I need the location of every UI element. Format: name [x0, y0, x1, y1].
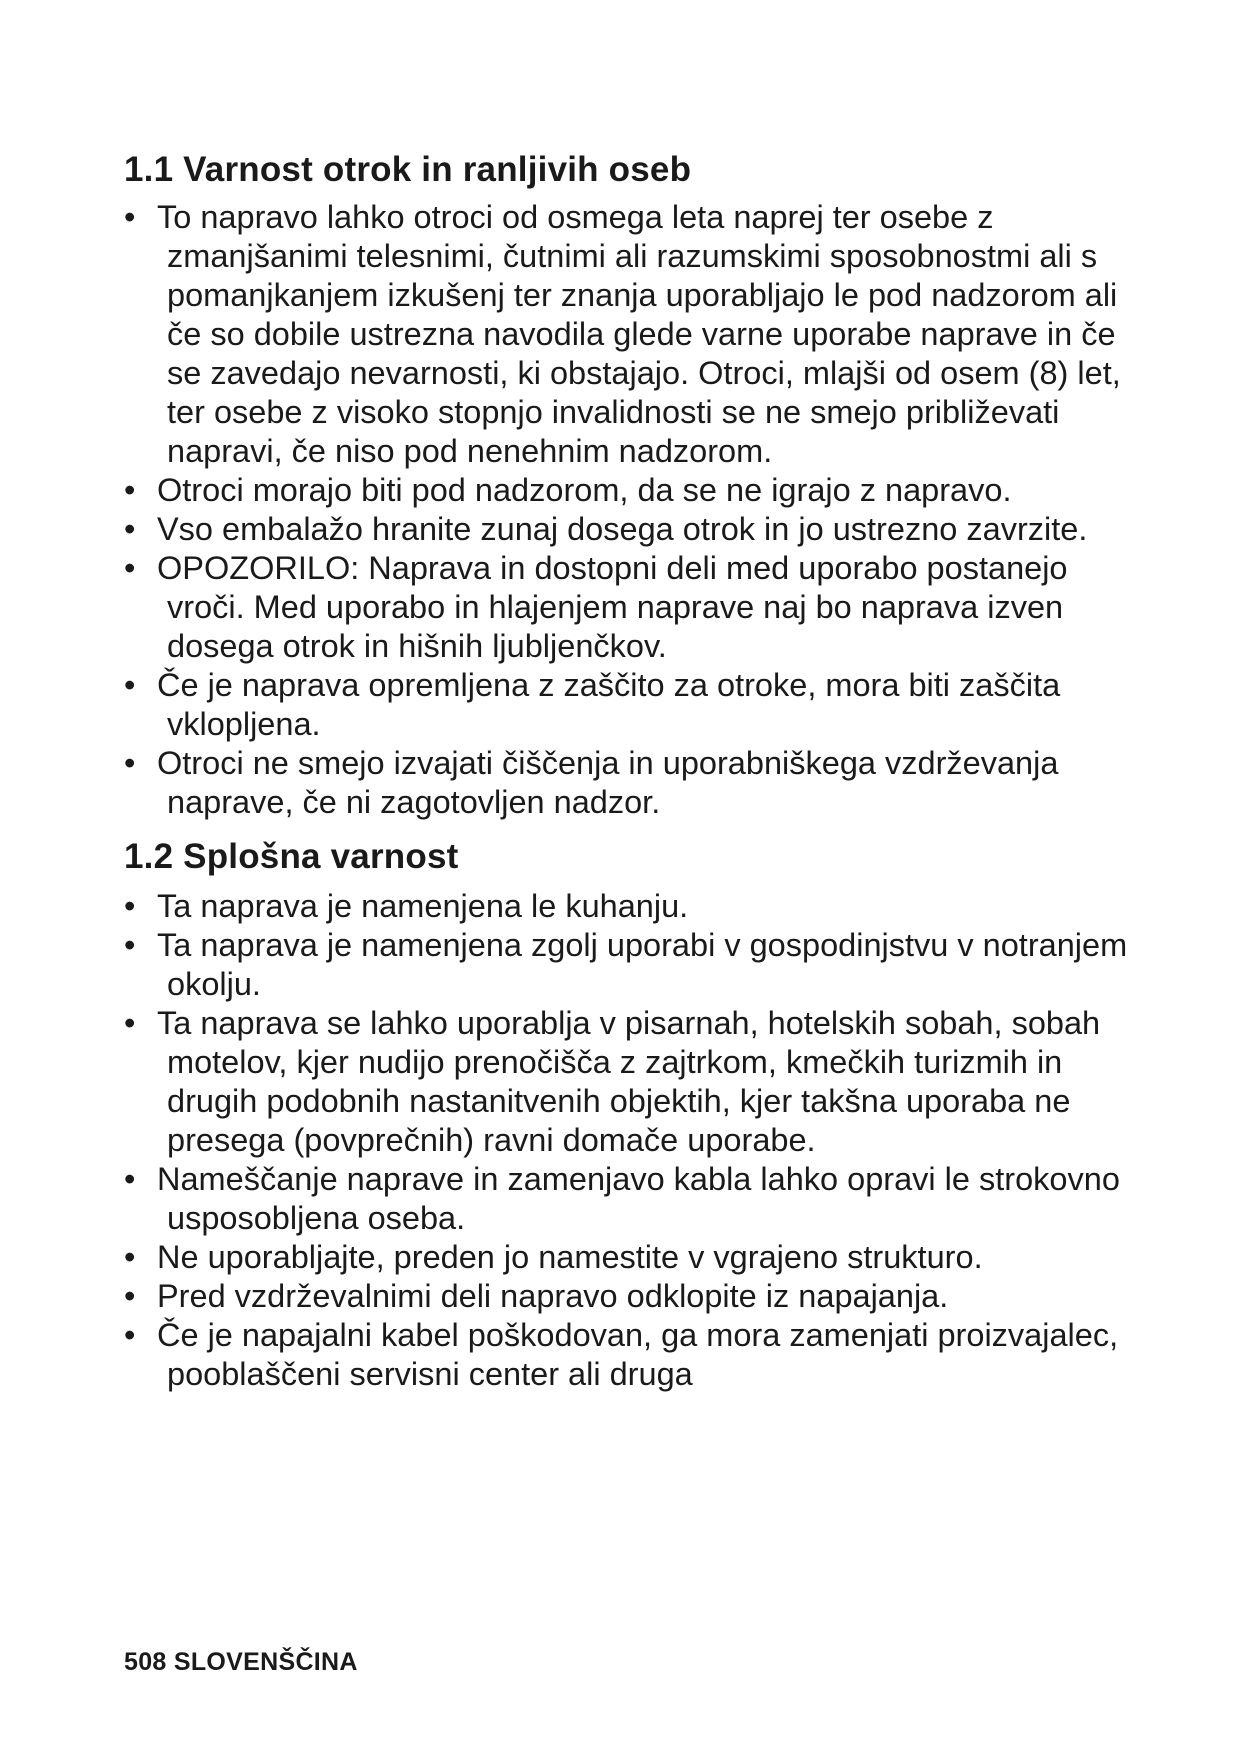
bullet-mark: •: [124, 1278, 136, 1314]
bullet-mark: •: [124, 888, 136, 924]
section-title: 1.2 Splošna varnost: [124, 837, 459, 876]
page-content: [124, 148, 1134, 1394]
list-item-text: Če je naprava opremljena z zaščito za otroke, mora biti zaščita vklopljena.: [157, 667, 1061, 742]
section-title: 1.1 Varnost otrok in ranljivih oseb: [124, 150, 692, 189]
list-item-text: OPOZORILO: Naprava in dostopni deli med uporabo postanejo vroči. Med uporabo in hlajenjem naprave naj bo naprava izven dosega otrok in hišnih ljubljenčkov.: [157, 550, 1068, 664]
list-item-text: Ta naprava je namenjena le kuhanju.: [157, 888, 689, 924]
list-item-text: Ta naprava je namenjena zgolj uporabi v gospodinjstvu v notranjem okolju.: [157, 927, 1128, 1002]
list-item: [124, 1160, 1134, 1238]
list-item: [124, 510, 1134, 549]
bullet-mark: •: [124, 472, 136, 508]
list-item: [124, 887, 1134, 926]
list-item: [124, 744, 1134, 822]
list-item-text: Če je napajalni kabel poškodovan, ga mora zamenjati proizvajalec, pooblaščeni servisni center ali druga: [157, 1317, 1119, 1392]
bullet-list: [124, 198, 1134, 822]
section-general-safety: [124, 835, 1134, 1394]
list-item-text: To napravo lahko otroci od osmega leta naprej ter osebe z zmanjšanimi telesnimi, čutnimi ali razumskimi sposobnostmi ali s pomanjkanjem izkušenj ter znanja uporabljajo le pod nadzorom ali če so dobile ustrezna navodila glede varne uporabe naprave in če se zavedajo nevarnosti, ki obstajajo. Otroci, mlajši od osem (8) let, ter osebe z visoko stopnjo invalidnosti se ne smejo približevati napravi, če niso pod nenehnim nadzorom.: [157, 199, 1121, 469]
bullet-list: [124, 887, 1134, 1394]
list-item: [124, 198, 1134, 471]
list-item-text: Nameščanje naprave in zamenjavo kabla lahko opravi le strokovno usposobljena oseba.: [157, 1161, 1120, 1236]
bullet-mark: •: [124, 550, 136, 586]
list-item: [124, 1316, 1134, 1394]
bullet-mark: •: [124, 1239, 136, 1275]
bullet-mark: •: [124, 1317, 136, 1353]
list-item: [124, 1277, 1134, 1316]
bullet-mark: •: [124, 927, 136, 963]
list-item-text: Ta naprava se lahko uporablja v pisarnah, hotelskih sobah, sobah motelov, kjer nudijo prenočišča z zajtrkom, kmečkih turizmih in drugih podobnih nastanitvenih objektih, kjer takšna uporaba ne presega (povprečnih) ravni domače uporabe.: [157, 1005, 1101, 1158]
section-child-safety: [124, 148, 1134, 822]
list-item: [124, 1238, 1134, 1277]
bullet-mark: •: [124, 1161, 136, 1197]
page-footer: [124, 1647, 358, 1677]
footer-language: SLOVENŠČINA: [173, 1648, 358, 1676]
list-item-text: Otroci morajo biti pod nadzorom, da se ne igrajo z napravo.: [157, 472, 1012, 508]
list-item-text: Pred vzdrževalnimi deli napravo odklopite iz napajanja.: [157, 1278, 949, 1314]
bullet-mark: •: [124, 667, 136, 703]
list-item: [124, 1004, 1134, 1160]
list-item: [124, 471, 1134, 510]
bullet-mark: •: [124, 745, 136, 781]
bullet-mark: •: [124, 511, 136, 547]
bullet-mark: •: [124, 199, 136, 235]
list-item-text: Vso embalažo hranite zunaj dosega otrok in jo ustrezno zavrzite.: [157, 511, 1088, 547]
list-item: [124, 666, 1134, 744]
list-item: [124, 549, 1134, 666]
page-number: 508: [124, 1648, 167, 1676]
list-item: [124, 926, 1134, 1004]
list-item-text: Otroci ne smejo izvajati čiščenja in uporabniškega vzdrževanja naprave, če ni zagotovljen nadzor.: [157, 745, 1059, 820]
list-item-text: Ne uporabljajte, preden jo namestite v vgrajeno strukturo.: [157, 1239, 983, 1275]
bullet-mark: •: [124, 1005, 136, 1041]
